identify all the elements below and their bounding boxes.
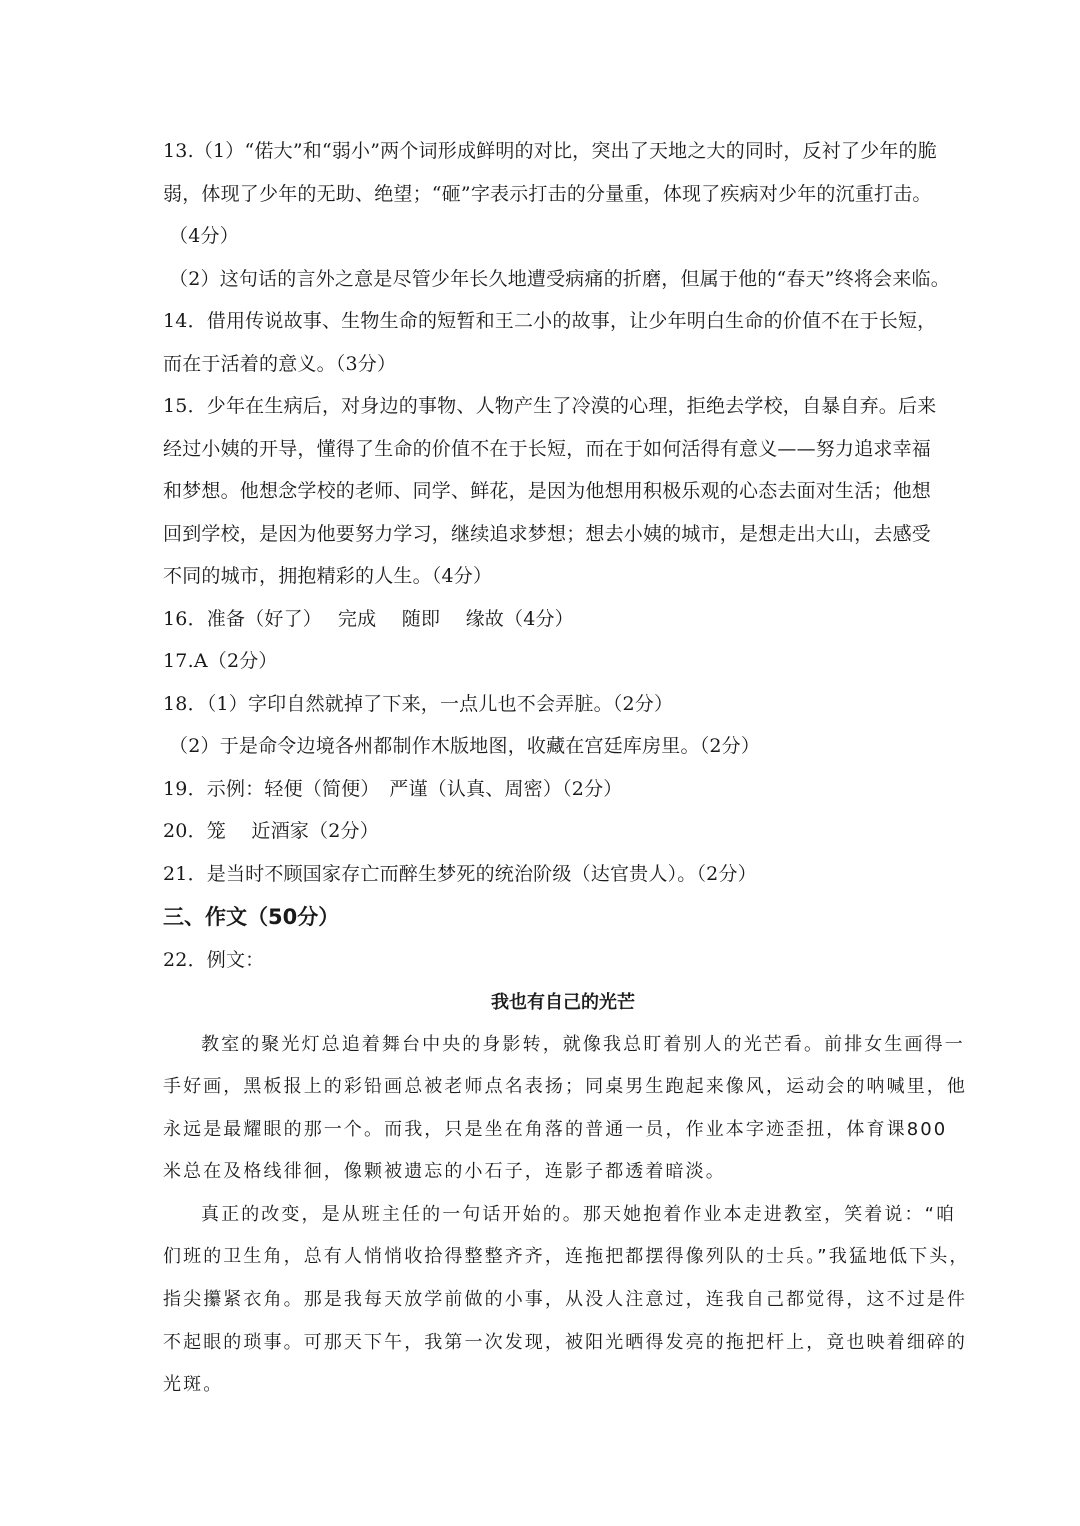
essay-line: 不起眼的琐事。可那天下午，我第一次发现，被阳光晒得发亮的拖把杆上，竟也映着细碎的	[163, 1331, 967, 1353]
answer-line: （2）于是命令边境各州都制作木版地图，收藏在宫廷库房里。（2分）	[169, 735, 761, 757]
section-heading: 三、作文（50分）	[163, 905, 340, 929]
answer-line: 21．是当时不顾国家存亡而醉生梦死的统治阶级（达官贵人）。（2分）	[163, 862, 757, 885]
answer-line: 回到学校，是因为他要努力学习，继续追求梦想；想去小姨的城市，是想走出大山，去感受	[163, 522, 932, 545]
essay-line: 米总在及格线徘徊，像颗被遗忘的小石子，连影子都透着暗淡。	[163, 1161, 726, 1183]
answer-line: 19．示例：轻便（简便） 严谨（认真、周密）（2分）	[163, 777, 623, 800]
essay-line: 手好画，黑板报上的彩铅画总被老师点名表扬；同桌男生跑起来像风，运动会的呐喊里，他	[163, 1076, 967, 1098]
essay-title: 我也有自己的光芒	[491, 991, 635, 1013]
essay-line: 们班的卫生角，总有人悄悄收拾得整整齐齐，连拖把都摆得像列队的士兵。”我猛地低下头，	[163, 1246, 970, 1268]
answer-line: 13.（1）“偌大”和“弱小”两个词形成鲜明的对比，突出了天地之大的同时，反衬了少年的脆	[163, 140, 937, 162]
answer-sheet-page	[163, 130, 970, 1407]
answer-line: 18．（1）字印自然就掉了下来，一点儿也不会弄脏。（2分）	[163, 692, 674, 715]
answer-line: 不同的城市，拥抱精彩的人生。（4分）	[163, 565, 493, 587]
essay-label: 22．例文：	[163, 949, 265, 971]
answer-line: （2）这句话的言外之意是尽管少年长久地遭受病痛的折磨，但属于他的“春天”终将会来临。	[169, 267, 950, 290]
answer-line: 15．少年在生病后，对身边的事物、人物产生了冷漠的心理，拒绝去学校，自暴自弃。后来	[163, 395, 937, 417]
essay-body	[163, 1024, 970, 1407]
answer-line: 和梦想。他想念学校的老师、同学、鲜花，是因为他想用积极乐观的心态去面对生活；他想	[163, 480, 932, 502]
answer-line: （4分）	[169, 225, 239, 247]
answer-line: 弱，体现了少年的无助、绝望；“砸”字表示打击的分量重，体现了疾病对少年的沉重打击。	[163, 182, 932, 205]
answer-line: 14．借用传说故事、生物生命的短暂和王二小的故事，让少年明白生命的价值不在于长短，	[163, 310, 937, 332]
answer-line: 而在于活着的意义。（3分）	[163, 352, 397, 375]
answer-line: 17.A（2分）	[163, 650, 278, 672]
essay-line: 永远是最耀眼的那一个。而我，只是坐在角落的普通一员，作业本字迹歪扭，体育课800	[163, 1118, 948, 1140]
essay-line: 真正的改变，是从班主任的一句话开始的。那天她抱着作业本走进教室，笑着说：“咱	[201, 1203, 957, 1225]
essay-line: 光斑。	[163, 1374, 224, 1396]
answer-line: 经过小姨的开导，懂得了生命的价值不在于长短，而在于如何活得有意义——努力追求幸福	[163, 437, 932, 460]
essay-line: 教室的聚光灯总追着舞台中央的身影转，就像我总盯着别人的光芒看。前排女生画得一	[201, 1033, 965, 1055]
answer-line: 20．笼 近酒家（2分）	[163, 820, 379, 842]
answer-line: 16．准备（好了） 完成 随即 缘故（4分）	[163, 607, 574, 630]
answer-list	[163, 130, 950, 895]
essay-line: 指尖攥紧衣角。那是我每天放学前做的小事，从没人注意过，连我自己都觉得，这不过是件	[163, 1289, 967, 1311]
